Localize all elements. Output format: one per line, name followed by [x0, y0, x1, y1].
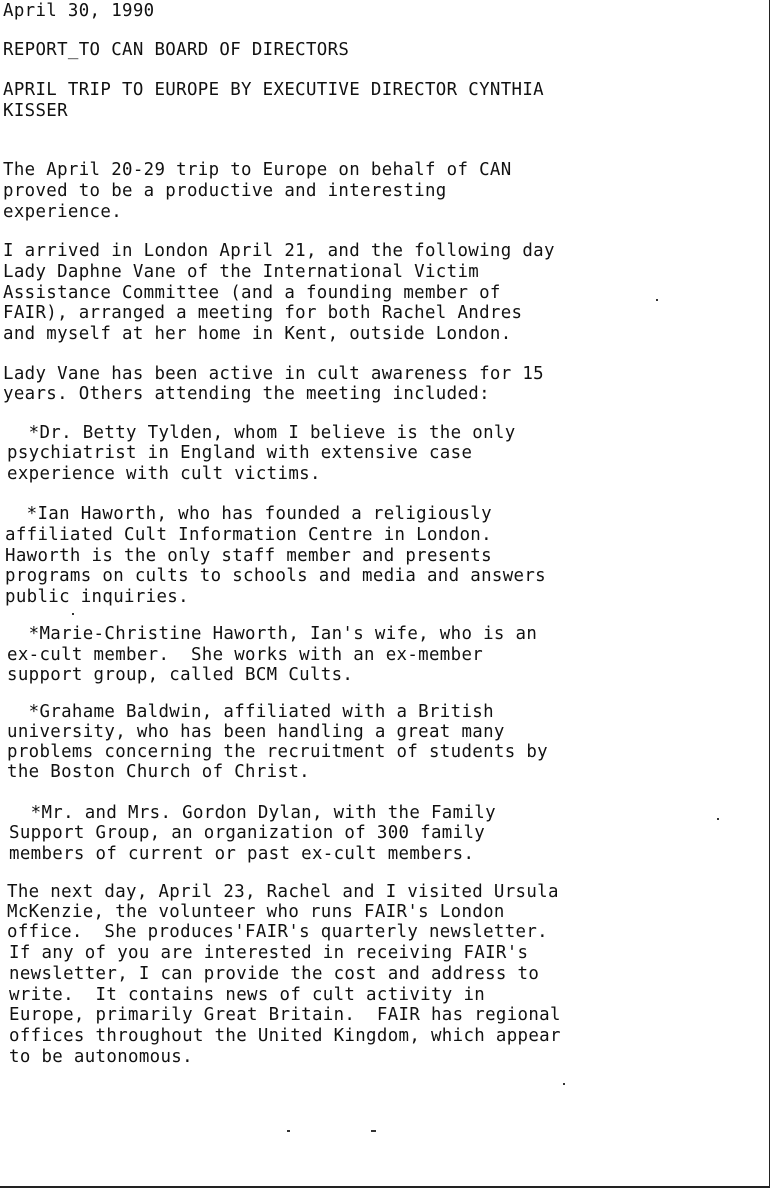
- paragraph-line: McKenzie, the volunteer who runs FAIR's London: [7, 902, 505, 922]
- paragraph-line: Europe, primarily Great Britain. FAIR has regional: [9, 1005, 561, 1025]
- paragraph-line: affiliated Cult Information Centre in London.: [5, 525, 492, 545]
- paragraph-line: problems concerning the recruitment of students by: [7, 742, 549, 762]
- paragraph-line: the Boston Church of Christ.: [7, 762, 310, 782]
- paragraph-line: office. She produces'FAIR's quarterly newsletter.: [7, 922, 549, 942]
- paragraph-line: I arrived in London April 21, and the following day: [3, 241, 555, 261]
- scan-speck: [563, 1083, 565, 1085]
- scan-speck: [287, 1130, 290, 1132]
- paragraph-line: *Grahame Baldwin, affiliated with a British: [7, 702, 494, 722]
- paragraph-line: The April 20-29 trip to Europe on behalf of CAN: [3, 160, 512, 180]
- page-right-edge: [769, 0, 770, 1186]
- paragraph-line: Lady Daphne Vane of the International Victim: [3, 262, 480, 282]
- paragraph-line: *Mr. and Mrs. Gordon Dylan, with the Family: [9, 803, 496, 823]
- paragraph-line: *Marie-Christine Haworth, Ian's wife, who is an: [7, 624, 538, 644]
- paragraph-line: experience.: [3, 202, 123, 222]
- document-date: April 30, 1990: [3, 1, 155, 21]
- paragraph-line: public inquiries.: [5, 587, 189, 607]
- paragraph-line: Assistance Committee (and a founding member of: [3, 283, 501, 303]
- paragraph-line: programs on cults to schools and media and answers: [5, 566, 547, 586]
- paragraph-line: If any of you are interested in receiving FAIR's: [9, 943, 529, 963]
- paragraph-line: experience with cult victims.: [7, 464, 321, 484]
- paragraph-line: offices throughout the United Kingdom, which appear: [9, 1026, 561, 1046]
- paragraph-line: FAIR), arranged a meeting for both Rachel Andres: [3, 303, 523, 323]
- paragraph-line: years. Others attending the meeting included:: [3, 384, 490, 404]
- scan-speck: [656, 299, 658, 301]
- paragraph-line: university, who has been handling a great many: [7, 722, 505, 742]
- paragraph-line: to be autonomous.: [9, 1047, 193, 1067]
- document-heading: REPORT_TO CAN BOARD OF DIRECTORS: [3, 40, 350, 60]
- scan-speck: [72, 613, 74, 615]
- paragraph-line: *Dr. Betty Tylden, whom I believe is the only: [7, 423, 516, 443]
- paragraph-line: The next day, April 23, Rachel and I visited Ursula: [7, 882, 559, 902]
- paragraph-line: psychiatrist in England with extensive case: [7, 443, 473, 463]
- scan-speck: [717, 818, 719, 820]
- paragraph-line: *Ian Haworth, who has founded a religiously: [5, 504, 492, 524]
- document-subject: APRIL TRIP TO EUROPE BY EXECUTIVE DIRECTOR CYNTHIA: [3, 80, 545, 100]
- paragraph-line: Lady Vane has been active in cult awareness for 15: [3, 364, 545, 384]
- paragraph-line: ex-cult member. She works with an ex-member: [7, 645, 484, 665]
- paragraph-line: members of current or past ex-cult members.: [9, 844, 475, 864]
- paragraph-line: Support Group, an organization of 300 family: [9, 823, 486, 843]
- paragraph-line: support group, called BCM Cults.: [7, 665, 354, 685]
- paragraph-line: newsletter, I can provide the cost and address to: [9, 964, 540, 984]
- scan-speck: [371, 1130, 376, 1132]
- page-bottom-edge: [0, 1186, 770, 1188]
- paragraph-line: and myself at her home in Kent, outside London.: [3, 324, 512, 344]
- document-subject: KISSER: [3, 101, 68, 121]
- paragraph-line: Haworth is the only staff member and presents: [5, 546, 492, 566]
- paragraph-line: proved to be a productive and interesting: [3, 181, 447, 201]
- paragraph-line: write. It contains news of cult activity in: [9, 985, 486, 1005]
